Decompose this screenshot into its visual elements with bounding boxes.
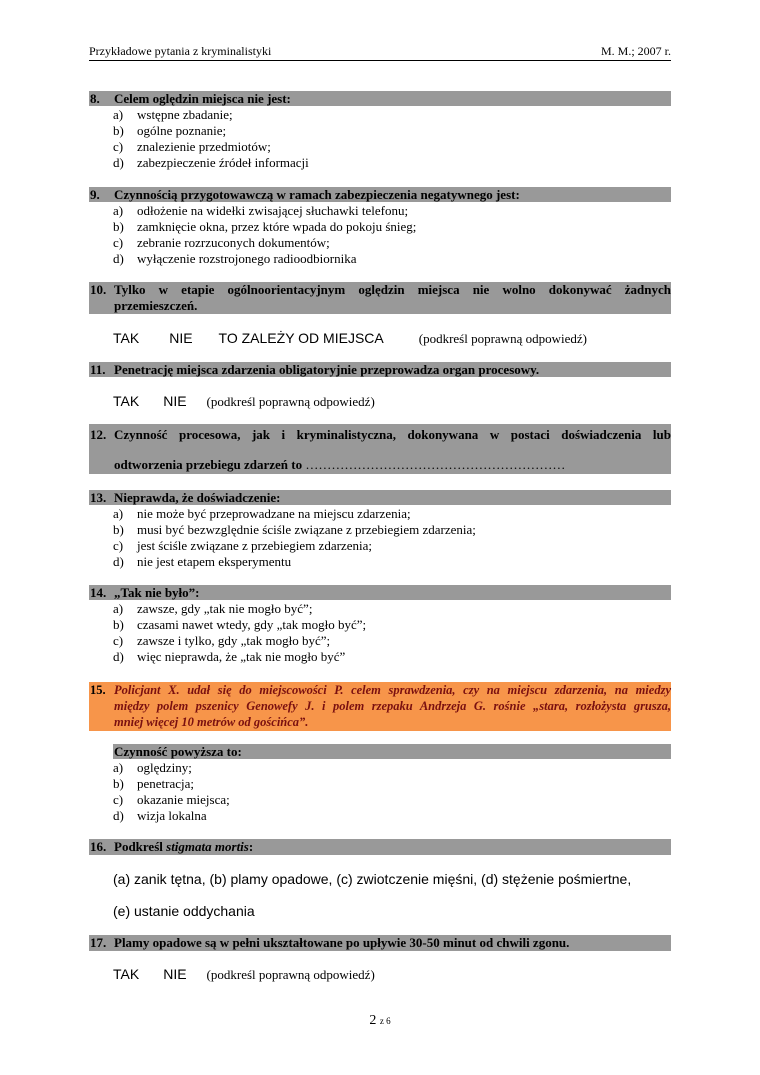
option-b: b) ogólne poznanie; (113, 123, 227, 138)
question-10-heading: 10. Tylko w etapie ogólnoorientacyjnym oględzin miejsca nie wolno dokonywać żadnych przemieszczeń. (90, 282, 671, 313)
question-14-heading: 14. „Tak nie było”: (89, 585, 671, 600)
page-header (89, 44, 671, 61)
question-16-answers-line2[interactable]: (e) ustanie oddychania (113, 903, 255, 919)
hint-text: (podkreśl poprawną odpowiedź) (418, 331, 587, 346)
option-a: a) wstępne zbadanie; (113, 107, 233, 122)
question-9-heading: 9. Czynnością przygotowawczą w ramach zabezpieczenia negatywnego jest: (89, 187, 671, 202)
question-13-heading: 13. Nieprawda, że doświadczenie: (89, 490, 671, 505)
question-12-heading: 12. Czynność procesowa, jak i kryminalistyczna, dokonywana w postaci doświadczenia lub odtworzenia przebiegu zdarzeń to …………………………………………………… (89, 424, 671, 474)
question-17-answer (113, 966, 375, 983)
option-c: c) zawsze i tylko, gdy „tak mogło być”; (113, 633, 331, 648)
option-c: c) zebranie rozrzuconych dokumentów; (113, 235, 330, 250)
option-b: b) zamknięcie okna, przez które wpada do pokoju śnieg; (113, 219, 417, 234)
option-c: c) znalezienie przedmiotów; (113, 139, 271, 154)
term-stigmata-mortis: stigmata mortis (166, 839, 249, 854)
page-number: 2 z 6 (369, 1013, 391, 1028)
answer-tak[interactable]: TAK (113, 966, 140, 982)
header-title: Przykładowe pytania z kryminalistyki (89, 44, 272, 58)
question-17-heading: 17. Plamy opadowe są w pełni ukształtowane po upływie 30-50 minut od chwili zgonu. (89, 935, 671, 951)
hint-text: (podkreśl poprawną odpowiedź) (206, 394, 375, 409)
question-14-options (113, 601, 366, 665)
option-d: d) zabezpieczenie źródeł informacji (113, 155, 309, 170)
question-11-heading: 11. Penetrację miejsca zdarzenia obligatoryjnie przeprowadza organ procesowy. (89, 362, 671, 377)
answer-nie[interactable]: NIE (163, 393, 187, 409)
option-d: d) więc nieprawda, że „tak nie mogło być” (113, 649, 346, 664)
question-16-answers-line1[interactable]: (a) zanik tętna, (b) plamy opadowe, (c) zwiotczenie mięśni, (d) stężenie pośmiertne, (113, 871, 632, 887)
question-15-options (113, 760, 230, 824)
option-a: a) nie może być przeprowadzane na miejscu zdarzenia; (113, 506, 411, 521)
option-d: d) nie jest etapem eksperymentu (113, 554, 292, 569)
header-author-date: M. M.; 2007 r. (600, 44, 671, 58)
option-a: a) zawsze, gdy „tak nie mogło być”; (113, 601, 313, 616)
answer-nie[interactable]: NIE (169, 330, 193, 346)
option-d: d) wizja lokalna (113, 808, 207, 823)
option-b: b) musi być bezwzględnie ściśle związane z przebiegiem zdarzenia; (113, 522, 476, 537)
option-d: d) wyłączenie rozstrojonego radioodbiornika (113, 251, 357, 266)
option-c: c) okazanie miejsca; (113, 792, 230, 807)
option-a: a) oględziny; (113, 760, 192, 775)
question-11-answer (113, 393, 375, 410)
question-10-answer (113, 330, 587, 347)
option-b: b) czasami nawet wtedy, gdy „tak mogło być”; (113, 617, 367, 632)
option-c: c) jest ściśle związane z przebiegiem zdarzenia; (113, 538, 372, 553)
answer-blank[interactable]: …………………………………………………… (305, 457, 566, 472)
answer-nie[interactable]: NIE (163, 966, 187, 982)
question-9-options (113, 203, 416, 267)
answer-tak[interactable]: TAK (113, 393, 140, 409)
question-8-options (113, 107, 309, 171)
option-a: a) odłożenie na widełki zwisającej słuchawki telefonu; (113, 203, 409, 218)
question-8-heading: 8. Celem oględzin miejsca nie jest: (89, 91, 671, 106)
question-15-subheading: Czynność powyższa to: (113, 744, 671, 759)
question-16-heading: 16. Podkreśl stigmata mortis: (89, 839, 671, 855)
answer-to-zalezy[interactable]: TO ZALEŻY OD MIEJSCA (218, 330, 384, 346)
hint-text: (podkreśl poprawną odpowiedź) (206, 967, 375, 982)
question-15-heading: 15. Policjant X. udał się do miejscowości P. celem sprawdzenia, czy na miejscu zdarzenia, na miedzy między polem pszenicy Genowefy J. i polem rzepaku Andrzeja G. rośnie „stara, rozłożysta grusza, mniej więcej 10 metrów od gościńca”. (90, 683, 671, 729)
question-13-options (113, 506, 476, 570)
option-b: b) penetracja; (113, 776, 195, 791)
answer-tak[interactable]: TAK (113, 330, 140, 346)
